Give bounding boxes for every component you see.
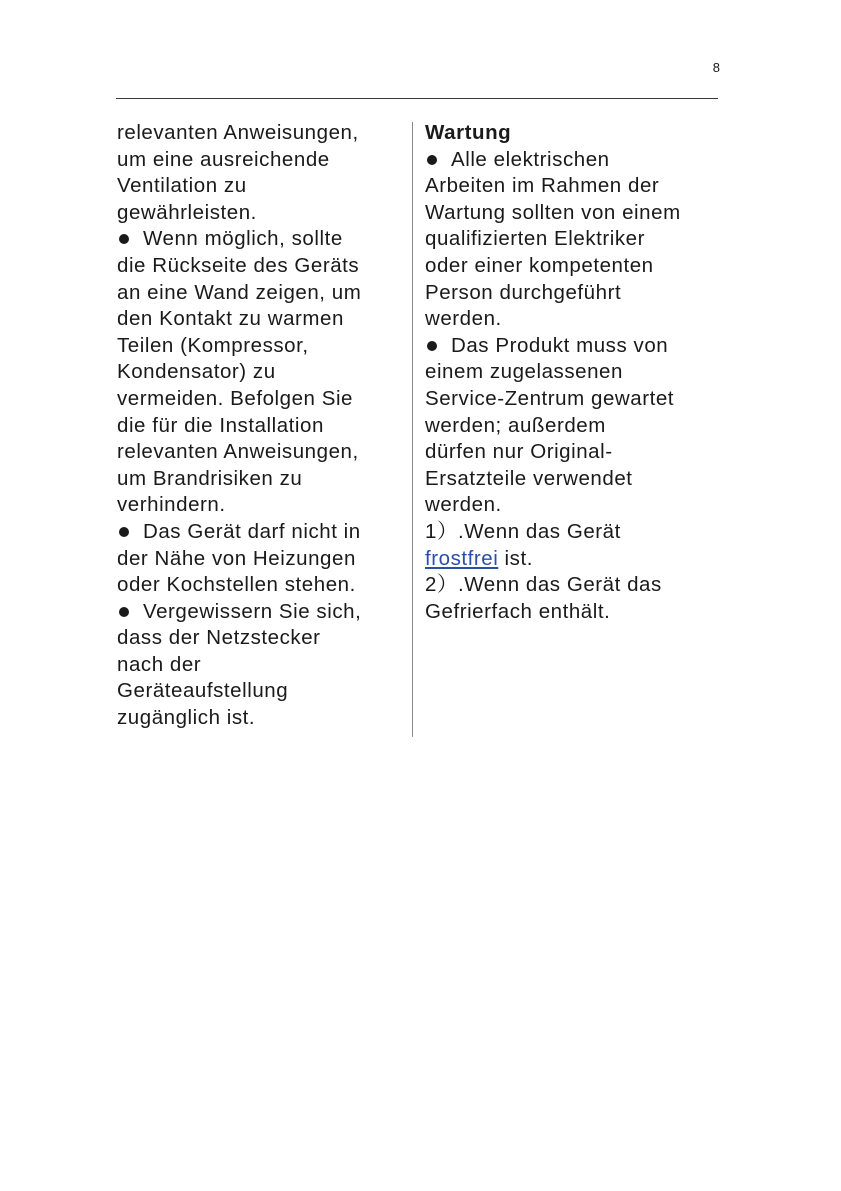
text-line: verhindern. bbox=[117, 493, 226, 517]
text-line: um eine ausreichende bbox=[117, 147, 330, 171]
text-line: relevanten Anweisungen, bbox=[117, 440, 359, 464]
text-line: werden. bbox=[425, 493, 502, 517]
text-line: oder Kochstellen stehen. bbox=[117, 573, 356, 597]
bullet-icon bbox=[119, 527, 129, 537]
bullet-icon bbox=[119, 607, 129, 617]
header-rule bbox=[116, 98, 718, 99]
text-line: dass der Netzstecker bbox=[117, 626, 321, 650]
text-line: vermeiden. Befolgen Sie bbox=[117, 386, 354, 410]
text-line: Teilen (Kompressor, bbox=[117, 333, 309, 357]
text-line: Vergewissern Sie sich, bbox=[143, 599, 362, 623]
item-number: 2） bbox=[425, 573, 459, 597]
text-line: um Brandrisiken zu bbox=[117, 466, 303, 490]
text-line: Person durchgeführt bbox=[425, 280, 622, 304]
text-line: die für die Installation bbox=[117, 413, 324, 437]
text-line: qualifizierten Elektriker bbox=[425, 227, 645, 251]
text-line: Wenn möglich, sollte bbox=[143, 227, 343, 251]
text-line: der Nähe von Heizungen bbox=[117, 546, 356, 570]
text-line: nach der bbox=[117, 652, 202, 676]
text-line: Ventilation zu bbox=[117, 174, 247, 198]
text-line: relevanten Anweisungen, bbox=[117, 121, 359, 144]
text-line: den Kontakt zu warmen bbox=[117, 307, 344, 331]
text-line: werden; außerdem bbox=[425, 413, 606, 437]
bullet-icon bbox=[427, 341, 437, 351]
bullet-item bbox=[425, 333, 725, 360]
text-line: Arbeiten im Rahmen der bbox=[425, 174, 660, 198]
text-line: gewährleisten. bbox=[117, 200, 257, 224]
text-line: Geräteaufstellung bbox=[117, 679, 289, 703]
item-number: 1） bbox=[425, 519, 459, 543]
text-line: Wartung sollten von einem bbox=[425, 200, 681, 224]
bullet-item bbox=[117, 226, 407, 253]
bullet-icon bbox=[119, 234, 129, 244]
text-line: einem zugelassenen bbox=[425, 360, 623, 384]
text-line bbox=[425, 546, 725, 573]
text-line: dürfen nur Original- bbox=[425, 440, 613, 464]
text-line: an eine Wand zeigen, um bbox=[117, 280, 362, 304]
numbered-item bbox=[425, 572, 725, 599]
left-column bbox=[117, 120, 407, 732]
bullet-item bbox=[117, 599, 407, 626]
column-divider bbox=[412, 122, 413, 737]
text-line: ist. bbox=[498, 546, 533, 570]
text-line: Ersatzteile verwendet bbox=[425, 466, 633, 490]
bullet-item bbox=[425, 147, 725, 174]
numbered-item bbox=[425, 519, 725, 546]
text-line: Service-Zentrum gewartet bbox=[425, 386, 675, 410]
text-line: zugänglich ist. bbox=[117, 706, 256, 730]
right-column bbox=[425, 120, 725, 625]
text-line: Das Gerät darf nicht in bbox=[143, 519, 361, 543]
bullet-icon bbox=[427, 155, 437, 165]
frostfrei-link[interactable]: frostfrei bbox=[425, 546, 499, 570]
section-heading: Wartung bbox=[425, 121, 512, 144]
text-line: Alle elektrischen bbox=[451, 147, 610, 171]
bullet-item bbox=[117, 519, 407, 546]
text-line: .Wenn das Gerät das bbox=[458, 573, 662, 597]
text-line: Das Produkt muss von bbox=[451, 333, 669, 357]
text-line: .Wenn das Gerät bbox=[458, 519, 621, 543]
text-line: Gefrierfach enthält. bbox=[425, 599, 611, 623]
page-number: 8 bbox=[712, 60, 720, 75]
text-line: die Rückseite des Geräts bbox=[117, 253, 360, 277]
text-line: werden. bbox=[425, 307, 502, 331]
text-line: Kondensator) zu bbox=[117, 360, 276, 384]
text-line: oder einer kompetenten bbox=[425, 253, 654, 277]
